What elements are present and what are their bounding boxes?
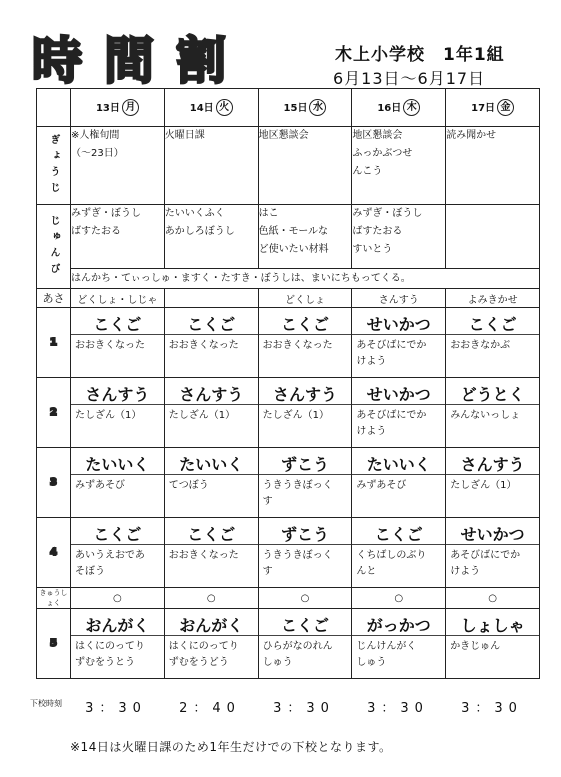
asa-cell: さんすう xyxy=(352,289,446,308)
gyouji-cell: 地区懇談会 ふっかぶつせ んこう xyxy=(352,127,446,205)
lesson-cell: たいいく みずあそび xyxy=(352,448,446,518)
subject: さんすう xyxy=(71,378,164,405)
subject: せいかつ xyxy=(352,378,445,405)
weekday-badge: 金 xyxy=(497,99,514,116)
lesson-cell: せいかつ あそびばにでか けよう xyxy=(352,308,446,378)
period-row xyxy=(37,518,540,588)
kyushoku-mark: ○ xyxy=(258,588,352,609)
day-header xyxy=(352,89,446,127)
weekday-badge: 月 xyxy=(122,99,139,116)
day-label: 16日 xyxy=(377,102,402,114)
asa-cell: よみきかせ xyxy=(446,289,540,308)
dismissal-time: 3：30 xyxy=(273,701,335,716)
lesson-cell: ずこう うきうきぼっく す xyxy=(258,448,352,518)
junbi-cell: みずぎ・ぼうし ばすたおる すいとう xyxy=(352,205,446,269)
subject: おんがく xyxy=(165,609,258,636)
weekday-badge: 木 xyxy=(403,99,420,116)
lesson-cell: こくご おおきなかぶ xyxy=(446,308,540,378)
lesson-cell: こくご おおきくなった xyxy=(71,308,165,378)
subject: がっかつ xyxy=(352,609,445,636)
gyouji-cell: 読み聞かせ xyxy=(446,127,540,205)
period-number: 2 xyxy=(37,378,71,448)
lesson-cell: どうとく みんないっしょ xyxy=(446,378,540,448)
subject: こくご xyxy=(165,308,258,335)
subject: さんすう xyxy=(259,378,352,405)
lesson-cell: せいかつ あそびばにでか けよう xyxy=(352,378,446,448)
day-label: 13日 xyxy=(95,102,120,114)
kyushoku-row xyxy=(37,588,540,609)
lesson-cell: せいかつ あそびばにでか けよう xyxy=(446,518,540,588)
subject: さんすう xyxy=(165,378,258,405)
gyouji-cell: 地区懇談会 xyxy=(258,127,352,205)
lesson-cell: ずこう うきうきぼっく す xyxy=(258,518,352,588)
school-class: 木上小学校 1年1組 xyxy=(335,45,505,65)
kyushoku-mark: ○ xyxy=(164,588,258,609)
subject: たいいく xyxy=(165,448,258,475)
subject: ずこう xyxy=(259,448,352,475)
lesson-cell: さんすう たしざん（1） xyxy=(258,378,352,448)
period-number: 1 xyxy=(37,308,71,378)
corner-cell xyxy=(37,89,71,127)
asa-cell xyxy=(164,289,258,308)
daily-items-row xyxy=(37,269,540,289)
dismissal-time: 3：30 xyxy=(367,701,429,716)
lesson-cell: たいいく てつぼう xyxy=(164,448,258,518)
lesson-cell: こくご おおきくなった xyxy=(164,308,258,378)
day-header xyxy=(164,89,258,127)
period-number: 4 xyxy=(37,518,71,588)
lesson-cell: さんすう たしざん（1） xyxy=(446,448,540,518)
week-period: 6月13日〜6月17日 xyxy=(333,69,486,88)
period-row xyxy=(37,448,540,518)
period-row xyxy=(37,378,540,448)
dismissal-time: 3：30 xyxy=(461,701,523,716)
subject: こくご xyxy=(259,609,352,636)
daily-items-note: はんかち・てぃっしゅ・ますく・たすき・ぼうしは、まいにちもってくる。 xyxy=(71,269,540,289)
kyushoku-mark: ○ xyxy=(71,588,165,609)
day-label: 14日 xyxy=(189,102,214,114)
lesson-cell: こくご くちばしのぶり んと xyxy=(352,518,446,588)
period-number: 5 xyxy=(37,609,71,679)
weekday-badge: 火 xyxy=(216,99,233,116)
period-row xyxy=(37,609,540,679)
lesson-cell: こくご おおきくなった xyxy=(258,308,352,378)
subject: こくご xyxy=(165,518,258,545)
dismissal-times xyxy=(30,697,540,716)
asa-label: あさ xyxy=(37,289,71,308)
dismissal-time: 2：40 xyxy=(179,701,241,716)
asa-row xyxy=(37,289,540,308)
subject: こくご xyxy=(71,518,164,545)
lesson-cell: たいいく みずあそび xyxy=(71,448,165,518)
junbi-cell: たいいくふく あかしろぼうし xyxy=(164,205,258,269)
lesson-cell: がっかつ じんけんがく しゅう xyxy=(352,609,446,679)
subject: どうとく xyxy=(446,378,539,405)
subject: ずこう xyxy=(259,518,352,545)
subject: たいいく xyxy=(352,448,445,475)
weekday-badge: 水 xyxy=(309,99,326,116)
asa-cell: どくしょ xyxy=(258,289,352,308)
lesson-cell: さんすう たしざん（1） xyxy=(71,378,165,448)
junbi-label: じゅんび xyxy=(37,205,71,289)
junbi-cell: みずぎ・ぼうし ばすたおる xyxy=(71,205,165,269)
lesson-cell: こくご おおきくなった xyxy=(164,518,258,588)
day-label: 15日 xyxy=(283,102,308,114)
junbi-cell xyxy=(446,205,540,269)
period-row xyxy=(37,308,540,378)
page-title xyxy=(28,30,328,86)
subject: こくご xyxy=(71,308,164,335)
kyushoku-label: きゅうしょく xyxy=(37,588,71,609)
gyouji-row xyxy=(37,127,540,205)
subject: さんすう xyxy=(446,448,539,475)
subject: たいいく xyxy=(71,448,164,475)
subject: こくご xyxy=(352,518,445,545)
period-number: 3 xyxy=(37,448,71,518)
day-label: 17日 xyxy=(471,102,496,114)
title-text: 時間割 xyxy=(32,32,248,86)
dismissal-label: 下校時刻 xyxy=(30,699,62,708)
junbi-row xyxy=(37,205,540,269)
timetable xyxy=(36,88,540,679)
gyouji-cell: ※人権旬間 （〜23日） xyxy=(71,127,165,205)
lesson-cell: しょしゃ かきじゅん xyxy=(446,609,540,679)
asa-cell: どくしょ・しじゃ xyxy=(71,289,165,308)
gyouji-cell: 火曜日課 xyxy=(164,127,258,205)
footer-note: ※14日は火曜日課のため1年生だけでの下校となります。 xyxy=(70,740,392,754)
subject: こくご xyxy=(446,308,539,335)
subject: せいかつ xyxy=(352,308,445,335)
lesson-cell: さんすう たしざん（1） xyxy=(164,378,258,448)
lesson-cell: こくご ひらがなのれん しゅう xyxy=(258,609,352,679)
kyushoku-mark: ○ xyxy=(352,588,446,609)
subject: しょしゃ xyxy=(446,609,539,636)
day-header xyxy=(446,89,540,127)
gyouji-label: ぎょうじ xyxy=(37,127,71,205)
lesson-cell: おんがく はくにのってり ずむをうとう xyxy=(71,609,165,679)
day-header xyxy=(71,89,165,127)
subject: おんがく xyxy=(71,609,164,636)
lesson-cell: おんがく はくにのってり ずむをうどう xyxy=(164,609,258,679)
lesson-cell: こくご あいうえおであ そぼう xyxy=(71,518,165,588)
subject: こくご xyxy=(259,308,352,335)
junbi-cell: はこ 色紙・モールな ど使いたい材料 xyxy=(258,205,352,269)
day-header-row xyxy=(37,89,540,127)
day-header xyxy=(258,89,352,127)
dismissal-time: 3：30 xyxy=(85,701,147,716)
kyushoku-mark: ○ xyxy=(446,588,540,609)
subject: せいかつ xyxy=(446,518,539,545)
